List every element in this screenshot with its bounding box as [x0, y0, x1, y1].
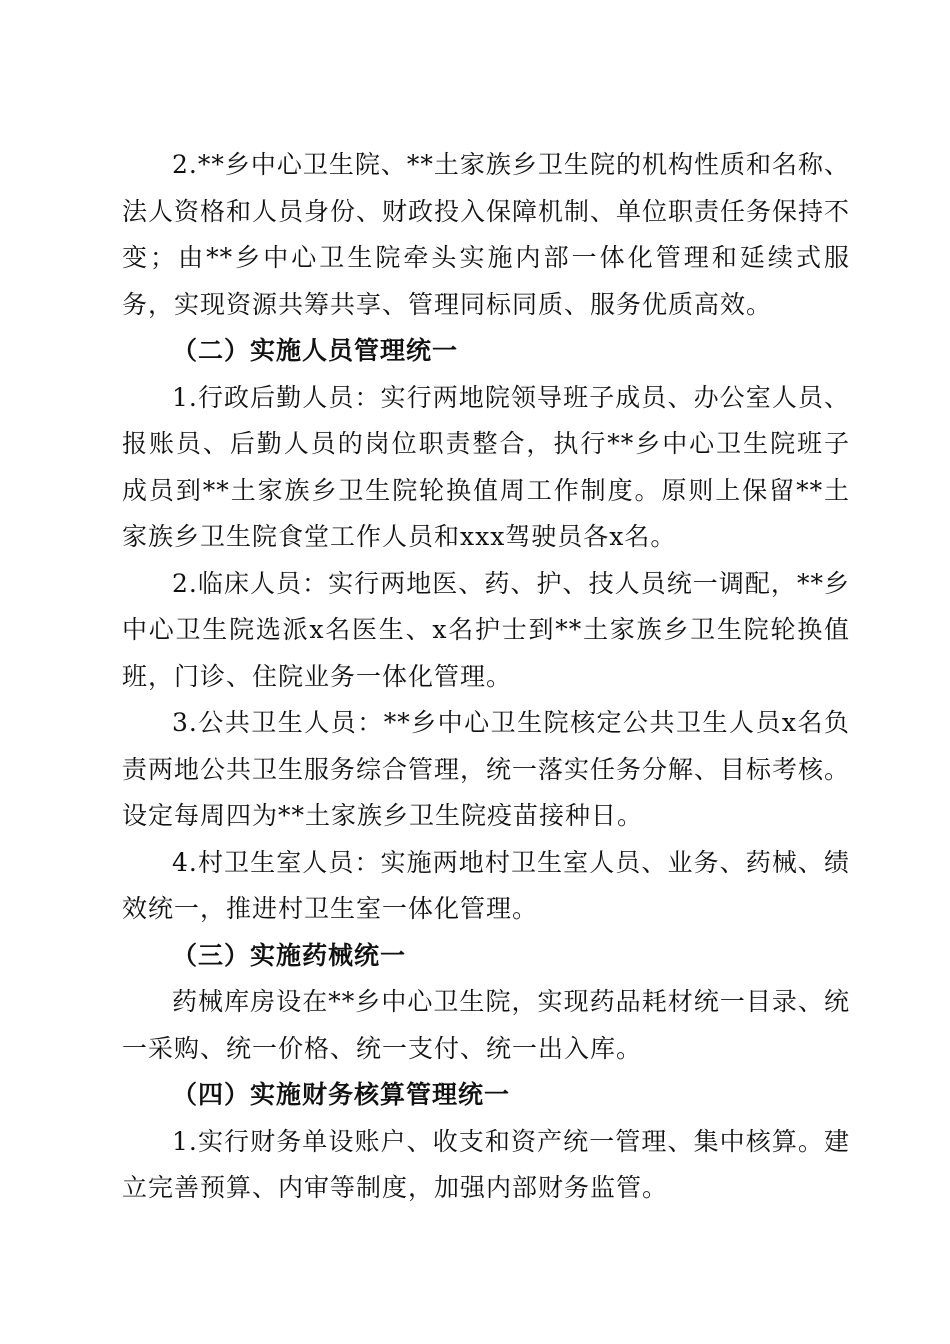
paragraph-item: 2.**乡中心卫生院、**土家族乡卫生院的机构性质和名称、法人资格和人员身份、财政投入保障机制、单位职责任务保持不变；由**乡中心卫生院牵头实施内部一体化管理和延续式服务，实现资源共筹共享、管理同标同质、服务优质高效。: [122, 150, 851, 319]
paragraph-item: 3.公共卫生人员：**乡中心卫生院核定公共卫生人员x名负责两地公共卫生服务综合管理，统一落实任务分解、目标考核。设定每周四为**土家族乡卫生院疫苗接种日。: [122, 708, 851, 830]
paragraph-item: 1.行政后勤人员：实行两地院领导班子成员、办公室人员、报账员、后勤人员的岗位职责整合，执行**乡中心卫生院班子成员到**土家族乡卫生院轮换值周工作制度。原则上保留**土家族乡卫生院食堂工作人员和xxx驾驶员各x名。: [122, 382, 850, 551]
paragraph-item: 1.实行财务单设账户、收支和资产统一管理、集中核算。建立完善预算、内审等制度，加强内部财务监管。: [122, 1126, 850, 1202]
paragraph-item: 药械库房设在**乡中心卫生院，实现药品耗材统一目录、统一采购、统一价格、统一支付、统一出入库。: [122, 987, 850, 1063]
section-heading: （四）实施财务核算管理统一: [172, 1080, 511, 1109]
section-heading: （二）实施人员管理统一: [172, 336, 459, 365]
paragraph-item: 2.临床人员：实行两地医、药、护、技人员统一调配，**乡中心卫生院选派x名医生、x名护士到**土家族乡卫生院轮换值班，门诊、住院业务一体化管理。: [122, 568, 850, 691]
section-heading: （三）实施药械统一: [172, 940, 407, 970]
paragraph-item: 4.村卫生室人员：实施两地村卫生室人员、业务、药械、绩效统一，推进村卫生室一体化管理。: [122, 847, 850, 923]
